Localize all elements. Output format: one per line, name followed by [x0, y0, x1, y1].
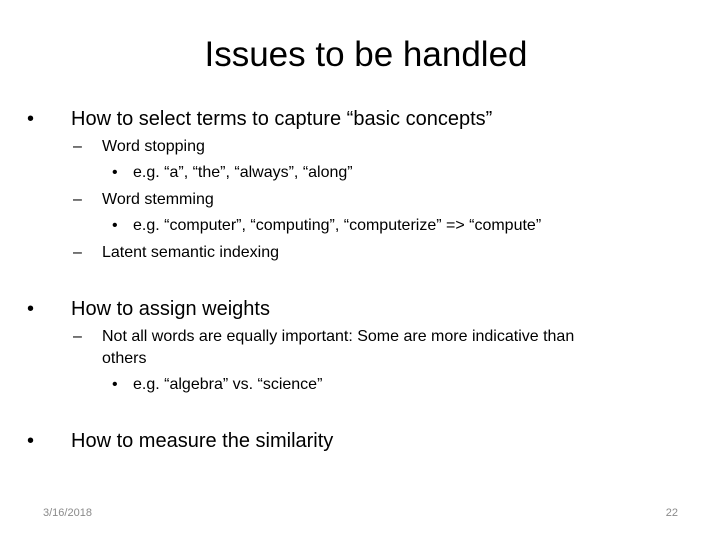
bullet-icon: • [112, 164, 118, 181]
sub-bullet-text: others [102, 350, 147, 367]
page-number: 22 [665, 507, 678, 519]
dash-icon: – [73, 244, 82, 261]
sub-bullet-text: Word stopping [102, 138, 205, 155]
sub-bullet-text: Not all words are equally important: Some are more indicative than [102, 328, 575, 345]
bullet-text: How to assign weights [71, 298, 270, 320]
slide-title: Issues to be handled [204, 35, 528, 74]
sub-bullet-text: Word stemming [102, 191, 214, 208]
bullet-text: How to measure the similarity [71, 430, 334, 452]
example-text: e.g. “computer”, “computing”, “computerize” => “compute” [133, 217, 542, 234]
footer-date: 3/16/2018 [43, 507, 92, 519]
bullet-icon: • [112, 376, 118, 393]
bullet-icon: • [27, 108, 35, 130]
sub-bullet-text: Latent semantic indexing [102, 244, 279, 261]
bullet-icon: • [27, 430, 35, 452]
dash-icon: – [73, 191, 82, 208]
example-text: e.g. “a”, “the”, “always”, “along” [133, 164, 353, 181]
bullet-icon: • [112, 217, 118, 234]
bullet-icon: • [27, 298, 35, 320]
dash-icon: – [73, 138, 82, 155]
example-text: e.g. “algebra” vs. “science” [133, 376, 323, 393]
bullet-text: How to select terms to capture “basic concepts” [71, 108, 493, 130]
dash-icon: – [73, 328, 82, 345]
